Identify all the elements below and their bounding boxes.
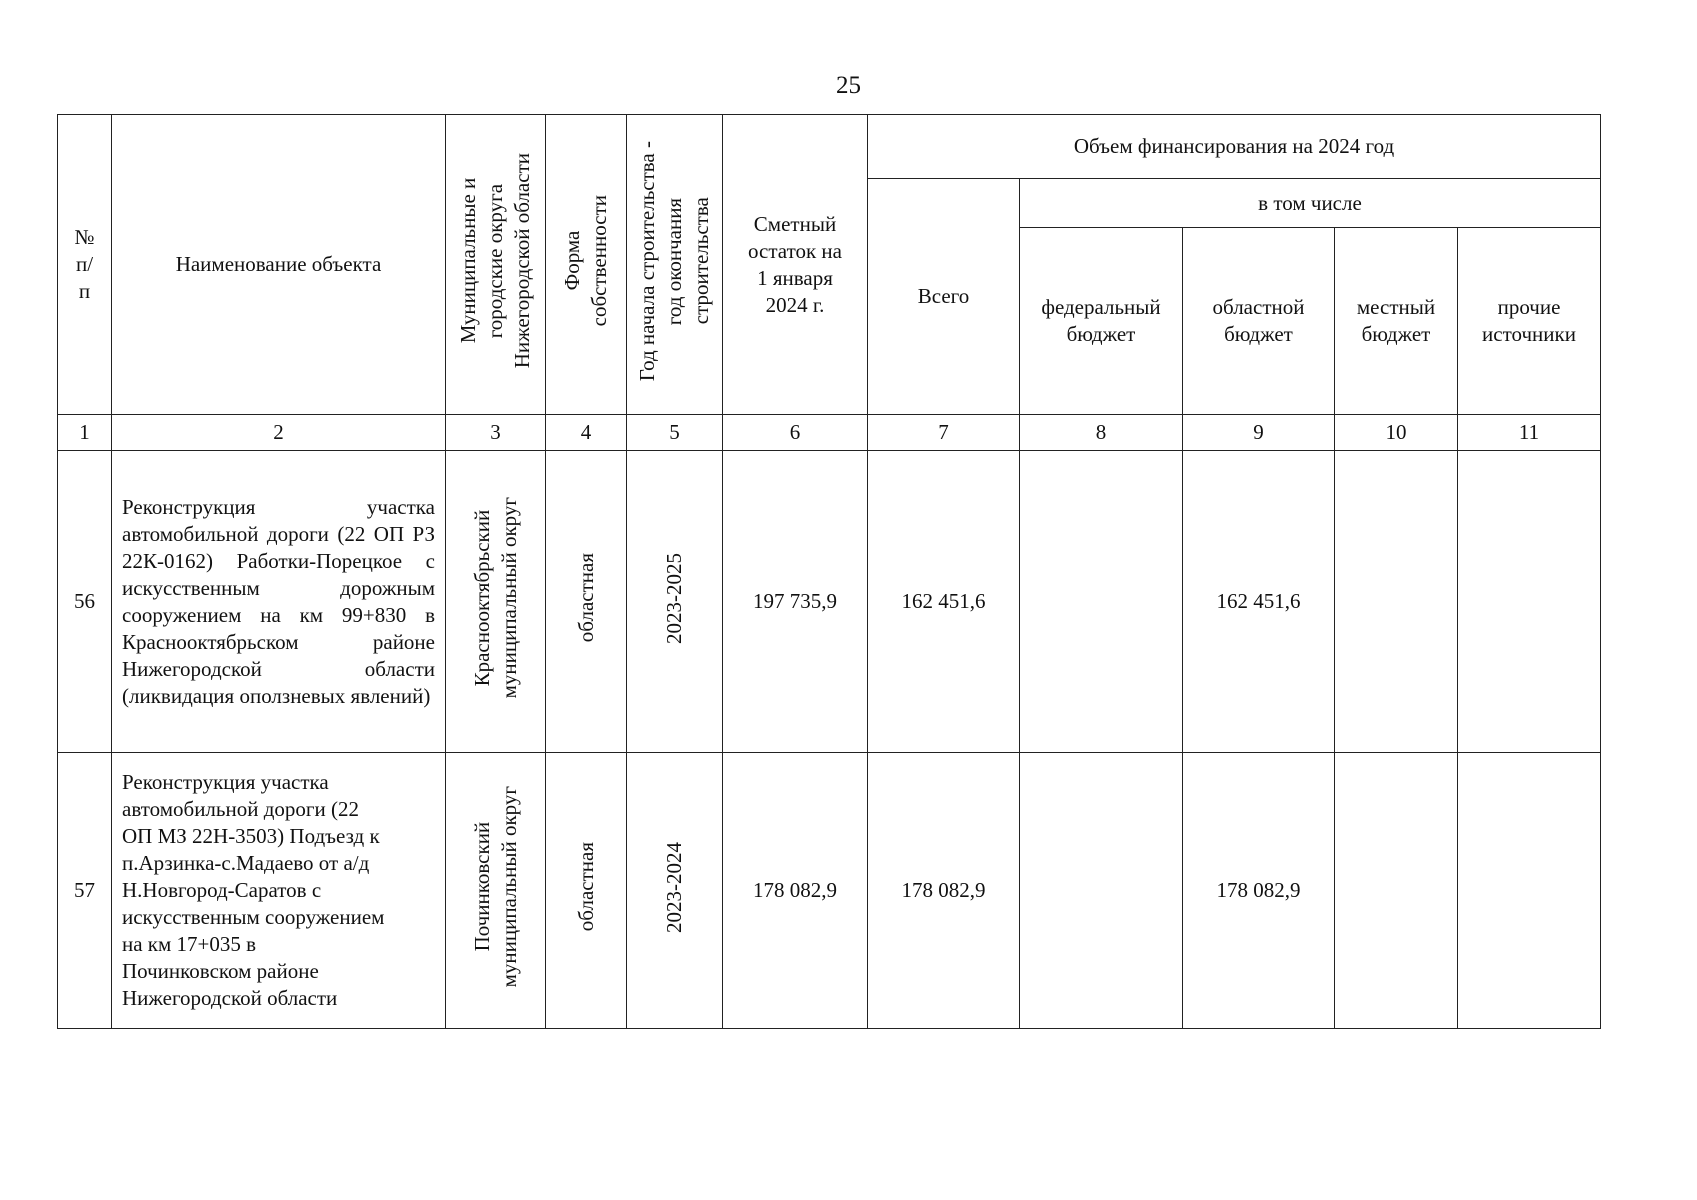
header-row-1 <box>58 115 1601 179</box>
column-number: 4 <box>546 415 627 451</box>
other-value <box>1458 451 1601 753</box>
municipal-cell <box>446 451 546 753</box>
header-ownership-label: Форма собственности <box>560 195 611 327</box>
ownership-cell <box>546 753 627 1029</box>
header-federal: федеральный бюджет <box>1020 228 1183 415</box>
municipal-cell <box>446 753 546 1029</box>
local-value <box>1335 753 1458 1029</box>
page-number: 25 <box>836 72 861 99</box>
ownership-value: областная <box>573 842 598 932</box>
municipal-value: Краснооктябрьский муниципальный округ <box>469 497 521 699</box>
other-value <box>1458 753 1601 1029</box>
federal-value <box>1020 753 1183 1029</box>
ownership-value: областная <box>573 553 598 643</box>
column-number: 1 <box>58 415 112 451</box>
row-number: 57 <box>58 753 112 1029</box>
column-number-row <box>58 415 1601 451</box>
header-number: № п/ п <box>58 115 112 415</box>
balance-value: 178 082,9 <box>723 753 868 1029</box>
years-cell <box>627 451 723 753</box>
table-row <box>58 451 1601 753</box>
column-number: 9 <box>1183 415 1335 451</box>
column-number: 8 <box>1020 415 1183 451</box>
header-years <box>627 115 723 415</box>
total-value: 162 451,6 <box>868 451 1020 753</box>
table-row <box>58 753 1601 1029</box>
header-name: Наименование объекта <box>112 115 446 415</box>
object-name: Реконструкция участка автомобильной дороги (22 ОП МЗ 22Н-3503) Подъезд к п.Арзинка-с.Мадаево от а/д Н.Новгород-Саратов с искусственным сооружением на км 17+035 в Починковском районе Нижегородской области <box>112 753 446 1029</box>
header-regional: областной бюджет <box>1183 228 1335 415</box>
balance-value: 197 735,9 <box>723 451 868 753</box>
municipal-value: Починковский муниципальный округ <box>469 786 521 988</box>
column-number: 11 <box>1458 415 1601 451</box>
header-total: Всего <box>868 179 1020 415</box>
column-number: 7 <box>868 415 1020 451</box>
financing-table <box>57 114 1601 1029</box>
header-municipal-label: Муниципальные и городские округа Нижегородской области <box>456 153 534 369</box>
column-number: 3 <box>446 415 546 451</box>
header-balance: Сметный остаток на 1 января 2024 г. <box>723 115 868 415</box>
header-other: прочие источники <box>1458 228 1601 415</box>
header-ownership <box>546 115 627 415</box>
header-years-label: Год начала строительства - год окончания строительства <box>635 140 713 382</box>
years-value: 2023-2025 <box>662 552 686 644</box>
column-number: 5 <box>627 415 723 451</box>
row-number: 56 <box>58 451 112 753</box>
column-number: 2 <box>112 415 446 451</box>
header-including: в том числе <box>1020 179 1601 228</box>
regional-value: 162 451,6 <box>1183 451 1335 753</box>
header-municipal <box>446 115 546 415</box>
ownership-cell <box>546 451 627 753</box>
years-value: 2023-2024 <box>662 841 686 933</box>
header-funding-group: Объем финансирования на 2024 год <box>868 115 1601 179</box>
column-number: 10 <box>1335 415 1458 451</box>
total-value: 178 082,9 <box>868 753 1020 1029</box>
local-value <box>1335 451 1458 753</box>
column-number: 6 <box>723 415 868 451</box>
federal-value <box>1020 451 1183 753</box>
object-name: Реконструкция участка автомобильной дороги (22 ОП РЗ 22К-0162) Работки-Порецкое с искусственным дорожным сооружением на км 99+830 в Краснооктябрьском районе Нижегородской области (ликвидация оползневых явлений) <box>112 451 446 753</box>
header-local: местный бюджет <box>1335 228 1458 415</box>
years-cell <box>627 753 723 1029</box>
regional-value: 178 082,9 <box>1183 753 1335 1029</box>
